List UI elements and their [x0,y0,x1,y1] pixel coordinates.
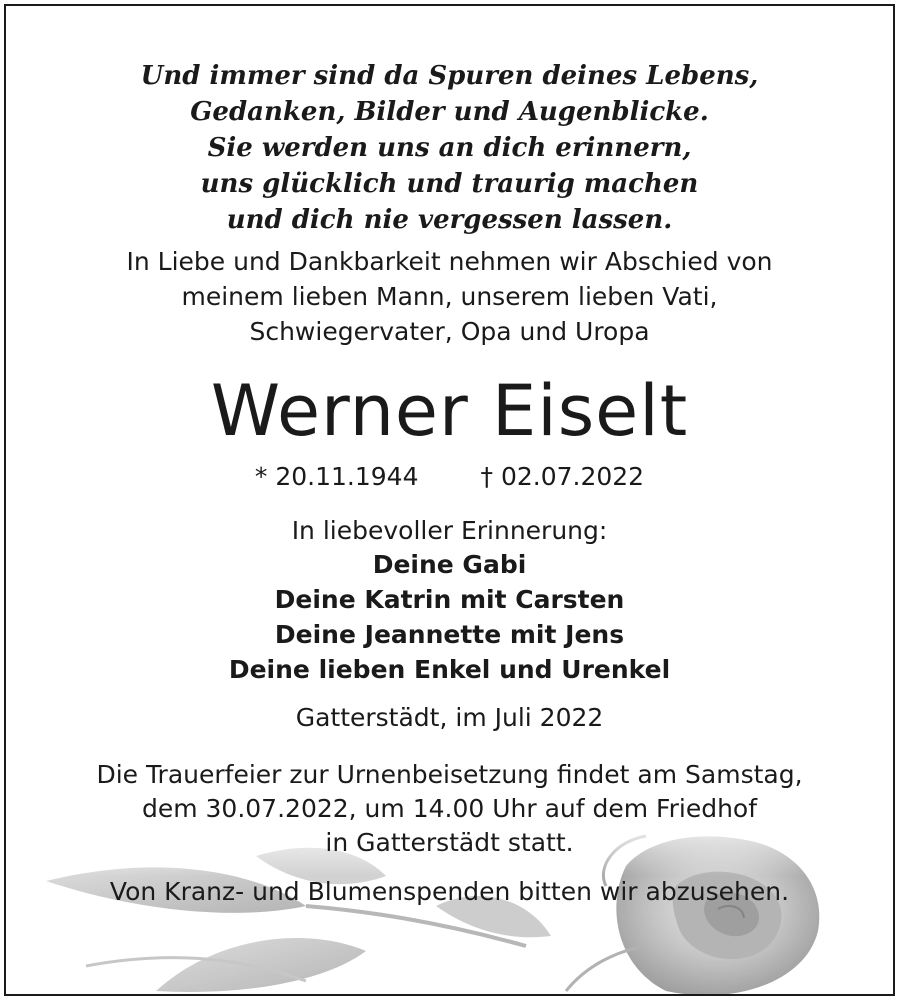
poem-line: Sie werden uns an dich erinnern, [207,133,692,163]
farewell-intro [6,244,893,349]
ceremony-line: dem 30.07.2022, um 14.00 Uhr auf dem Friedhof [141,794,758,823]
family-member: Deine lieben Enkel und Urenkel [228,655,671,684]
death-date: † 02.07.2022 [480,462,645,491]
flowers-note: Von Kranz- und Blumenspenden bitten wir abzusehen. [109,877,790,906]
place-date: Gatterstädt, im Juli 2022 [295,703,604,732]
poem-line: Und immer sind da Spuren deines Lebens, [140,61,759,91]
birth-date: * 20.11.1944 [254,462,419,491]
family-member: Deine Katrin mit Carsten [274,585,625,614]
ceremony-info [6,758,893,860]
poem-line: und dich nie vergessen lassen. [226,205,673,235]
obituary-notice [4,4,895,996]
memory-label: In liebevoller Erinnerung: [291,516,608,545]
intro-line: Schwiegervater, Opa und Uropa [249,317,650,346]
intro-line: In Liebe und Dankbarkeit nehmen wir Abschied von [126,247,773,276]
life-dates [6,460,893,494]
poem-line: Gedanken, Bilder und Augenblicke. [190,97,709,127]
family-member: Deine Gabi [372,550,527,579]
family-member: Deine Jeannette mit Jens [274,620,625,649]
deceased-name: Werner Eiselt [210,370,689,452]
intro-line: meinem lieben Mann, unserem lieben Vati, [181,282,718,311]
ceremony-line: in Gatterstädt statt. [325,828,574,857]
poem-line: uns glücklich und traurig machen [200,169,699,199]
family-signatures [6,547,893,687]
ceremony-line: Die Trauerfeier zur Urnenbeisetzung findet am Samstag, [96,760,803,789]
poem [6,58,893,238]
